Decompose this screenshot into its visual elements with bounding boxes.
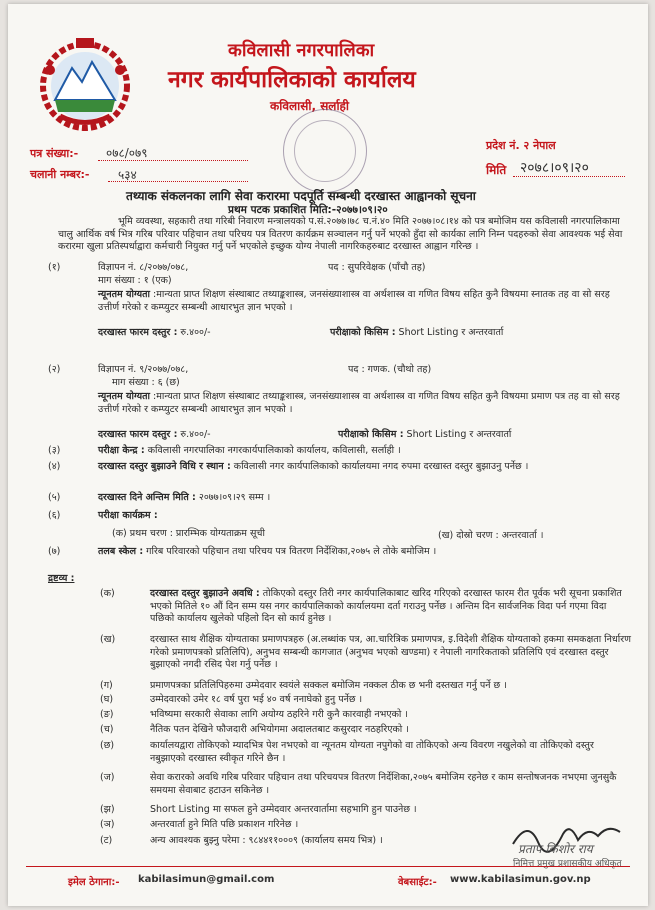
nepal-emblem-icon [30,34,140,134]
pariksha-value: Short Listing र अन्तरवार्ता [406,429,512,440]
item-talab [98,546,436,559]
note-mark: (ङ) [100,709,114,720]
item-antim-miti [98,492,270,505]
office-stamp-inner-icon [294,120,356,182]
kendra-label: परीक्षा केन्द्र : [98,445,145,456]
notes-heading: द्रष्टव्य : [48,573,75,584]
item-number: (२) [48,364,61,375]
patra-label: पत्र संख्या:- [30,147,79,160]
item-number: (७) [48,546,61,557]
talab-text: गरिब परिवारको पहिचान तथा परिचय पत्र वितरण निर्देशिका,२०७५ ले तोके बमोजिम । [146,546,437,557]
footer-divider [26,866,630,867]
web-link[interactable]: www.kabilasimun.gov.np [450,874,591,885]
pariksha-value: Short Listing र अन्तरवार्ता [398,327,504,338]
dastur-value: रु.४००/- [180,429,211,440]
item-pariksha [330,327,503,340]
note-j: सेवा करारको अवधि गरिब परिवार पहिचान तथा परिचयपत्र वितरण निर्देशिका,२०७५ बमोजिम रहनेछ र काम सन्तोषजनक नभएमा जुनसुकै समयमा सेवाबाट हटाउन सकिनेछ । [150,772,617,796]
note-mark: (छ) [100,740,115,751]
yogyata-label: न्यूनतम योग्यता [98,289,151,300]
item-vigyapan: विज्ञापन नं. ९/२०७७/०७८, [98,364,189,375]
notice-intro: भूमि व्यवस्था, सहकारी तथा गरिबी निवारण मन्त्रालयको प.सं.२०७७।७८ च.नं.४० मिति २०७७।०८।१४ को पत्र बमोजिम यस कविलासी नगरपालिकामा चालु आर्थिक वर्ष भित्र गरिब परिवार पहिचान तथा परिचय पत्र वितरण कार्यक्रम सञ्चालन गर्नु पर्ने भएको हुँदा सो कार्यका लागि निम्न पदहरुको सेवा आवश्यक भई सेवा करारमा खुला प्रतिस्पर्धाद्वारा कर्मचारी नियुक्त गर्नु पर्ने भएकोले इच्छुक योग्य नेपाली नागरिकहरुबाट दरखास्त आह्वान गरिन्छ । [58,216,623,252]
yogyata-label: न्यूनतम योग्यता [98,391,151,402]
note-chh: कार्यालयद्वारा तोकिएको म्यादभित्र पेश नभएको वा न्यूनतम योग्यता नपुगेको वा तोकिएको अन्य विवरण नखुलेको वा तोकिएको दस्तुर नबुझाएको दरखास्त स्वीकृत गरिने छैन । [150,740,594,764]
note-mark: (झ) [100,804,115,815]
item-number: (१) [48,262,61,273]
miti-value: २०७८।०९।२० [520,160,589,176]
item-pad: पद : सुपरिवेक्षक (पाँचौ तह) [328,262,426,273]
item-yogyata [98,289,630,314]
item-pariksha [338,429,511,442]
item-dastur [98,327,211,340]
karyakram-second: (ख) दोस्रो चरण : अन्तरवार्ता । [438,530,544,541]
item-sankhya: माग संख्या : ६ (छ) [112,377,180,388]
note-mark: (ज) [100,772,115,783]
note-mark: (ख) [100,634,116,645]
notice-title: तथ्याक संकलनका लागि सेवा करारमा पदपूर्ति सम्बन्धी दरखास्त आह्वानको सूचना [126,189,476,203]
pariksha-label: परीक्षाको किसिम : [338,429,404,440]
item-yogyata [98,391,630,416]
item-vigyapan: विज्ञापन नं. ८/२०७७/०७८, [98,262,189,273]
office-name: नगर कार्यपालिकाको कार्यालय [168,67,416,93]
kendra-text: कविलासी नगरपालिका नगरकार्यपालिकाको कार्यालय, कविलासी, सर्लाही । [147,445,401,456]
note-ch: नैतिक पतन देखिने फौजदारी अभियोगमा अदालतबाट कसुरदार नठहरिएको । [150,724,409,735]
note-mark: (घ) [100,694,114,705]
patra-value: ०७८/०७९ [106,146,148,160]
note-mark: (ञ) [100,819,115,830]
municipality-name: कविलासी नगरपालिका [228,40,375,61]
karyakram-first: (क) प्रथम चरण : प्रारम्भिक योग्यताक्रम सूची [112,528,265,539]
note-jh: Short Listing मा सफल हुने उम्मेदवार अन्तरवार्तामा सहभागि हुन पाउनेछ । [150,804,417,815]
antim-miti-label: दरखास्त दिने अन्तिम मिति : [98,492,196,503]
notice-paper [8,4,648,906]
note-k-text: तोकिएको दस्तुर तिरी नगर कार्यपालिकाबाट खरिद गरिएको दरखास्त फारम रीत पूर्वक भरी सूचना प्रकाशित भएको मितिले १० औं दिन सम्म यस नगर कार्यपालिकाको कार्यालयमा दर्ता गराउनु पर्नेछ । अन्तिम दिन सार्वजनिक विदा पर्न गएमा विदा पछिको कार्यालय खुलेको पहिलो दिन सो कार्य हुनेछ । [150,588,622,624]
note-g: प्रमाणपत्रका प्रतिलिपिहरुमा उम्मेदवार स्वयंले सक्कल बमोजिम नक्कल ठीक छ भनी दस्तखत गर्नु पर्ने छ । [150,680,507,691]
signature-title: निमित्त प्रमुख प्रशासकीय अधिकृत [513,859,622,869]
item-number: (३) [48,445,61,456]
yogyata-text: :मान्यता प्राप्त शिक्षण संस्थाबाट तथ्याङ्कशास्त्र, जनसंख्याशास्त्र वा अर्थशास्त्र वा गणित विषय सहित कुनै विषयमा प्रमाण पत्र तह वा सो सरह उत्तीर्ण गरेको र कम्प्युटर सम्बन्धी आधारभुत ज्ञान भएको । [98,391,620,415]
vidhi-label: दरखास्त दस्तुर बुझाउने विधि र स्थान : [98,461,231,472]
item-number: (४) [48,461,61,472]
email-link[interactable]: kabilasimun@gmail.com [138,874,275,885]
note-k [150,588,632,626]
note-ng: भविष्यमा सरकारी सेवाका लागि अयोग्य ठहरिने गरी कुनै कारवाही नभएको । [150,709,408,720]
chalani-line [108,181,248,182]
item-dastur-vidhi [98,461,630,474]
note-mark: (च) [100,724,114,735]
note-mark: (क) [100,588,115,599]
pradesh-label: प्रदेश नं. २ नेपाल [486,139,556,152]
dastur-label: दरखास्त फारम दस्तुर : [98,327,178,338]
karyakram-label: परीक्षा कार्यक्रम : [98,510,158,521]
talab-label: तलब स्केल : [98,546,144,557]
signature-name: प्रताप किशोर राय [518,842,593,856]
item-dastur [98,429,211,442]
item-pad: पद : गणक. (चौथो तह) [348,364,432,375]
item-number: (५) [48,492,61,503]
dastur-label: दरखास्त फारम दस्तुर : [98,429,178,440]
miti-line [513,176,625,177]
web-label: वेबसाईट:- [398,877,437,888]
item-pariksha-kendra [98,445,401,458]
notice-subtitle: प्रथम पटक प्रकाशित मिति:-२०७७।०९।२० [228,204,388,216]
item-sankhya: माग संख्या : १ (एक) [98,275,172,286]
office-address: कविलासी, सर्लाही [270,99,350,113]
note-yn: अन्तरवार्ता हुने मिति पछि प्रकाशन गरिनेछ । [150,819,299,830]
miti-label: मिति [486,163,507,177]
note-k-label: दरखास्त दस्तुर बुझाउने अवधि : [150,588,260,599]
antim-miti-text: २०७७।०९।२९ सम्म । [198,492,271,503]
note-mark: (ट) [100,835,113,846]
note-kh: दरखास्त साथ शैक्षिक योग्यताका प्रमाणपत्रहरु (अ.लब्धांक पत्र, आ.चारित्रिक प्रमाणपत्र, इ.विदेशी शैक्षिक योग्यताको हकमा समकक्षता निर्धारण गरेको प्रमाणपत्रको प्रतिलिपि), अनुभव सम्बन्धी कागजात (अनुभव भएको खण्डमा) र नेपाली नागरिकताको प्रतिलिपि एवं दरखास्त दस्तुर बुझाएको नगदी रसिद पेश गर्नु पर्नेछ । [150,634,631,670]
chalani-value: ५३४ [118,168,137,182]
pariksha-label: परीक्षाको किसिम : [330,327,396,338]
patra-line [98,160,248,161]
vidhi-text: कविलासी नगर कार्यपालिकाको कार्यालयमा नगद रुपमा दरखास्त दस्तुर बुझाउनु पर्नेछ । [233,461,529,472]
chalani-label: चलानी नम्बर:- [30,168,90,181]
note-gh: उम्मेदवारको उमेर १८ वर्ष पुरा भई ४० वर्ष ननाघेको हुनु पर्नेछ । [150,694,363,705]
note-t: अन्य आवश्यक बुझ्नु परेमा : ९८४४११०००९ (कार्यालय समय भित्र) । [150,835,383,846]
email-label: इमेल ठेगाना:- [68,877,120,888]
item-number: (६) [48,510,61,521]
note-mark: (ग) [100,680,113,691]
dastur-value: रु.४००/- [180,327,211,338]
yogyata-text: :मान्यता प्राप्त शिक्षण संस्थाबाट तथ्याङ्कशास्त्र, जनसंख्याशास्त्र वा अर्थशास्त्र वा गणित विषय सहित कुनै विषयमा स्नातक तह वा सो सरह उत्तीर्ण गरेको र कम्प्युटर सम्बन्धी आधारभुत ज्ञान भएको । [98,289,610,313]
